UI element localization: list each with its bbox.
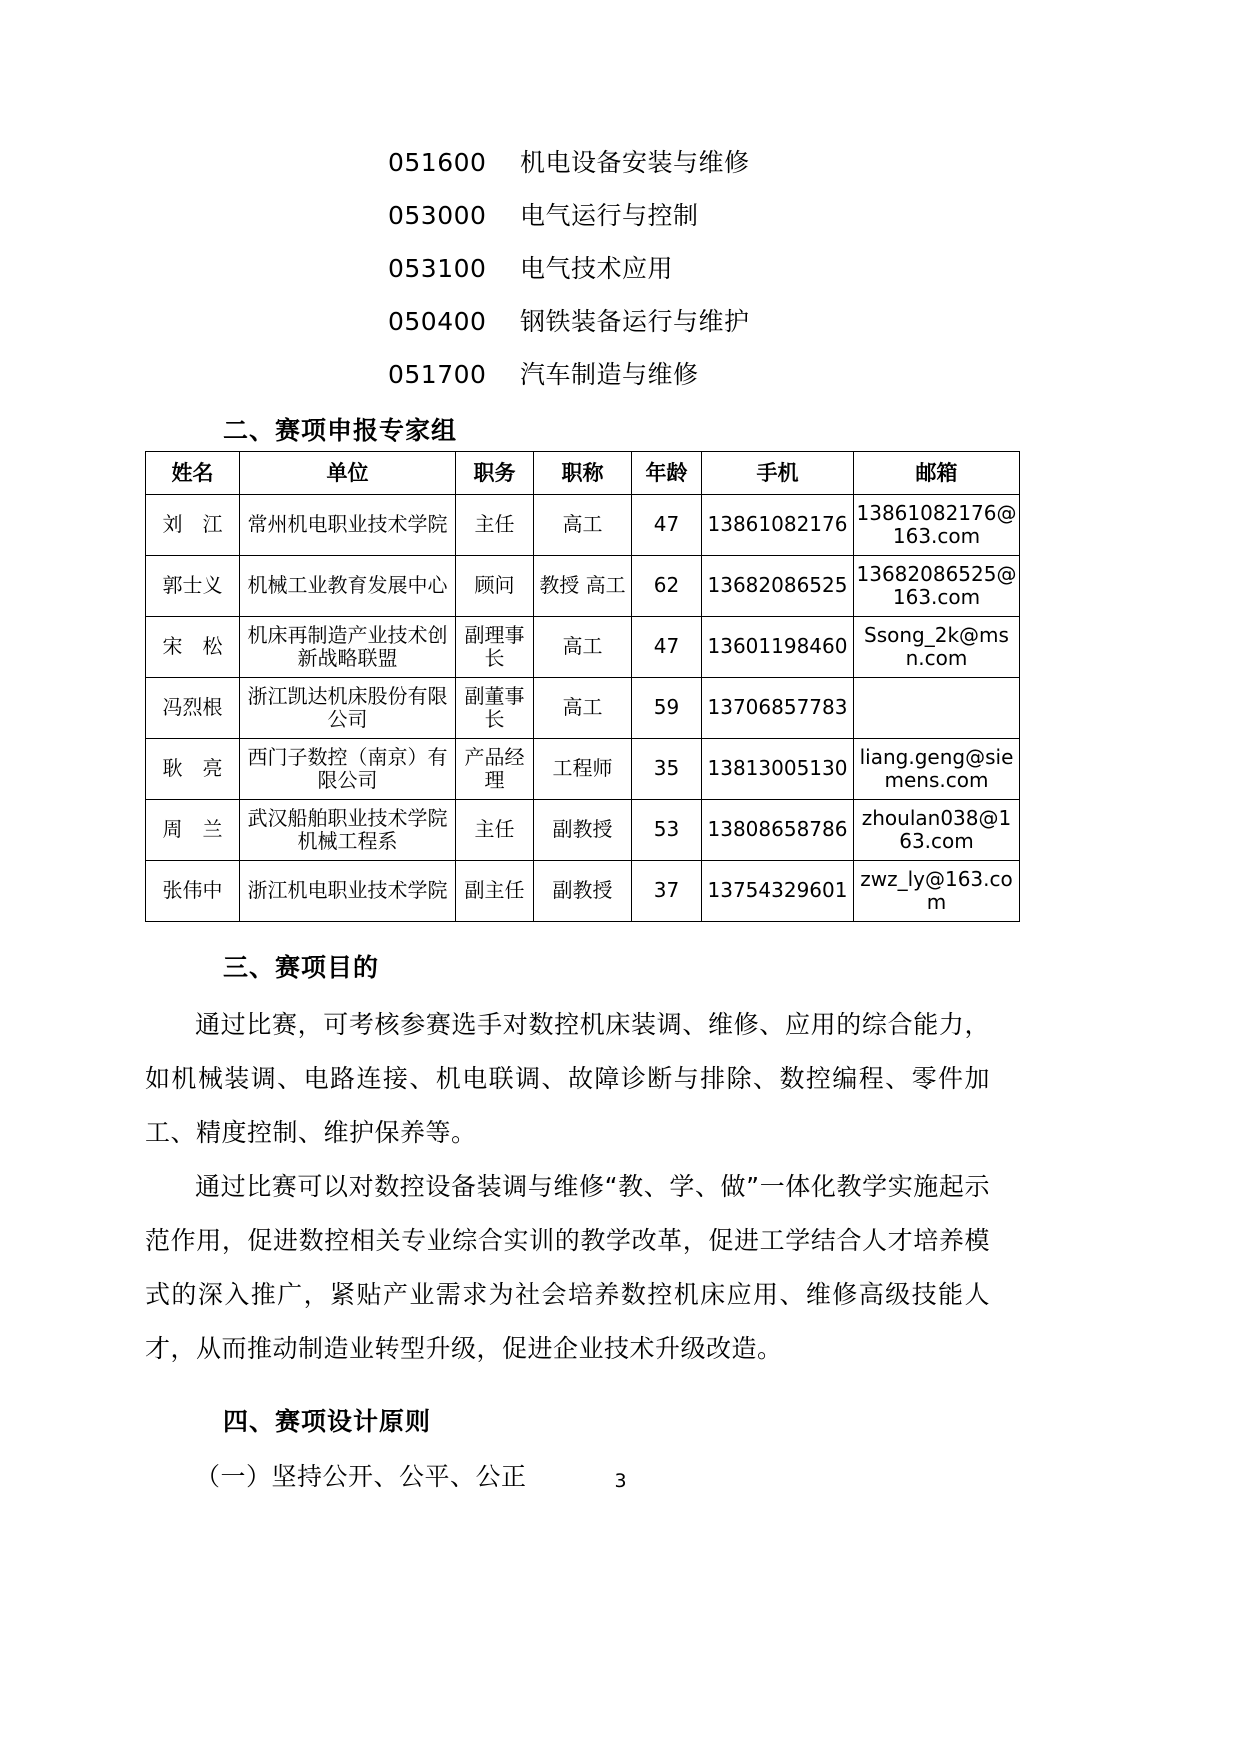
column-header-age: 年龄 <box>632 452 702 495</box>
table-row <box>146 739 1020 800</box>
table-row <box>146 861 1020 922</box>
cell-email: Ssong_2k@msn.com <box>854 617 1020 678</box>
cell-name: 冯烈根 <box>146 678 240 739</box>
major-code-number: 051600 <box>388 148 487 177</box>
table-header-row <box>146 452 1020 495</box>
major-code-number: 053100 <box>388 254 487 283</box>
major-code-name: 机电设备安装与维修 <box>520 148 750 177</box>
cell-phone: 13682086525 <box>702 556 854 617</box>
cell-unit: 机械工业教育发展中心 <box>240 556 456 617</box>
cell-name: 郭士义 <box>146 556 240 617</box>
column-header-name: 姓名 <box>146 452 240 495</box>
column-header-phone: 手机 <box>702 452 854 495</box>
cell-post: 副主任 <box>456 861 534 922</box>
cell-email: 13861082176@163.com <box>854 495 1020 556</box>
cell-unit: 武汉船舶职业技术学院机械工程系 <box>240 800 456 861</box>
cell-email: zwz_ly@163.com <box>854 861 1020 922</box>
cell-age: 47 <box>632 495 702 556</box>
cell-phone: 13601198460 <box>702 617 854 678</box>
major-code-list <box>145 0 1025 401</box>
section-heading-four: 四、赛项设计原则 <box>223 1407 432 1436</box>
cell-phone: 13861082176 <box>702 495 854 556</box>
cell-title: 副教授 <box>534 800 632 861</box>
cell-title: 教授 高工 <box>534 556 632 617</box>
cell-phone: 13813005130 <box>702 739 854 800</box>
section-three-paragraph-2: 通过比赛可以对数控设备装调与维修“教、学、做”一体化教学实施起示范作用，促进数控相关专业综合实训的教学改革，促进工学结合人才培养模式的深入推广，紧贴产业需求为社会培养数控机床应用、维修高级技能人才，从而推动制造业转型升级，促进企业技术升级改造。 <box>145 1172 990 1363</box>
cell-age: 53 <box>632 800 702 861</box>
cell-post: 顾问 <box>456 556 534 617</box>
major-code-item <box>145 242 1025 295</box>
major-code-number: 053000 <box>388 201 487 230</box>
major-code-name: 汽车制造与维修 <box>520 360 699 389</box>
cell-unit: 西门子数控（南京）有限公司 <box>240 739 456 800</box>
major-code-item <box>145 348 1025 401</box>
cell-age: 62 <box>632 556 702 617</box>
cell-age: 35 <box>632 739 702 800</box>
cell-post: 副董事长 <box>456 678 534 739</box>
major-code-name: 电气运行与控制 <box>520 201 699 230</box>
cell-unit: 机床再制造产业技术创新战略联盟 <box>240 617 456 678</box>
cell-unit: 浙江机电职业技术学院 <box>240 861 456 922</box>
cell-email: 13682086525@163.com <box>854 556 1020 617</box>
cell-title: 高工 <box>534 617 632 678</box>
column-header-title: 职称 <box>534 452 632 495</box>
cell-post: 主任 <box>456 495 534 556</box>
table-row <box>146 556 1020 617</box>
cell-title: 高工 <box>534 495 632 556</box>
major-code-name: 钢铁装备运行与维护 <box>520 307 750 336</box>
cell-phone: 13754329601 <box>702 861 854 922</box>
section-heading-three: 三、赛项目的 <box>223 953 380 982</box>
major-code-item <box>145 295 1025 348</box>
column-header-email: 邮箱 <box>854 452 1020 495</box>
cell-title: 高工 <box>534 678 632 739</box>
table-row <box>146 678 1020 739</box>
column-header-unit: 单位 <box>240 452 456 495</box>
cell-post: 主任 <box>456 800 534 861</box>
cell-name: 耿 亮 <box>146 739 240 800</box>
cell-phone: 13706857783 <box>702 678 854 739</box>
table-row <box>146 617 1020 678</box>
major-code-number: 051700 <box>388 360 487 389</box>
table-row <box>146 800 1020 861</box>
cell-title: 工程师 <box>534 739 632 800</box>
major-code-name: 电气技术应用 <box>520 254 674 283</box>
cell-age: 37 <box>632 861 702 922</box>
cell-name: 刘 江 <box>146 495 240 556</box>
page-number: 3 <box>614 1470 627 1492</box>
cell-email: liang.geng@siemens.com <box>854 739 1020 800</box>
cell-title: 副教授 <box>534 861 632 922</box>
cell-email <box>854 678 1020 739</box>
cell-unit: 浙江凯达机床股份有限公司 <box>240 678 456 739</box>
column-header-post: 职务 <box>456 452 534 495</box>
major-code-item <box>145 189 1025 242</box>
cell-post: 副理事长 <box>456 617 534 678</box>
table-row <box>146 495 1020 556</box>
section-heading-two: 二、赛项申报专家组 <box>223 416 458 445</box>
cell-name: 宋 松 <box>146 617 240 678</box>
cell-name: 周 兰 <box>146 800 240 861</box>
cell-age: 59 <box>632 678 702 739</box>
cell-age: 47 <box>632 617 702 678</box>
cell-email: zhoulan038@163.com <box>854 800 1020 861</box>
page-content <box>145 0 1025 1504</box>
cell-name: 张伟中 <box>146 861 240 922</box>
cell-post: 产品经理 <box>456 739 534 800</box>
cell-phone: 13808658786 <box>702 800 854 861</box>
major-code-item <box>145 136 1025 189</box>
major-code-number: 050400 <box>388 307 487 336</box>
expert-group-table <box>145 451 1020 922</box>
cell-unit: 常州机电职业技术学院 <box>240 495 456 556</box>
section-four-subitem-1: （一）坚持公开、公平、公正 <box>195 1462 527 1491</box>
section-three-paragraph-1: 通过比赛，可考核参赛选手对数控机床装调、维修、应用的综合能力，如机械装调、电路连接、机电联调、故障诊断与排除、数控编程、零件加工、精度控制、维护保养等。 <box>145 1010 990 1147</box>
